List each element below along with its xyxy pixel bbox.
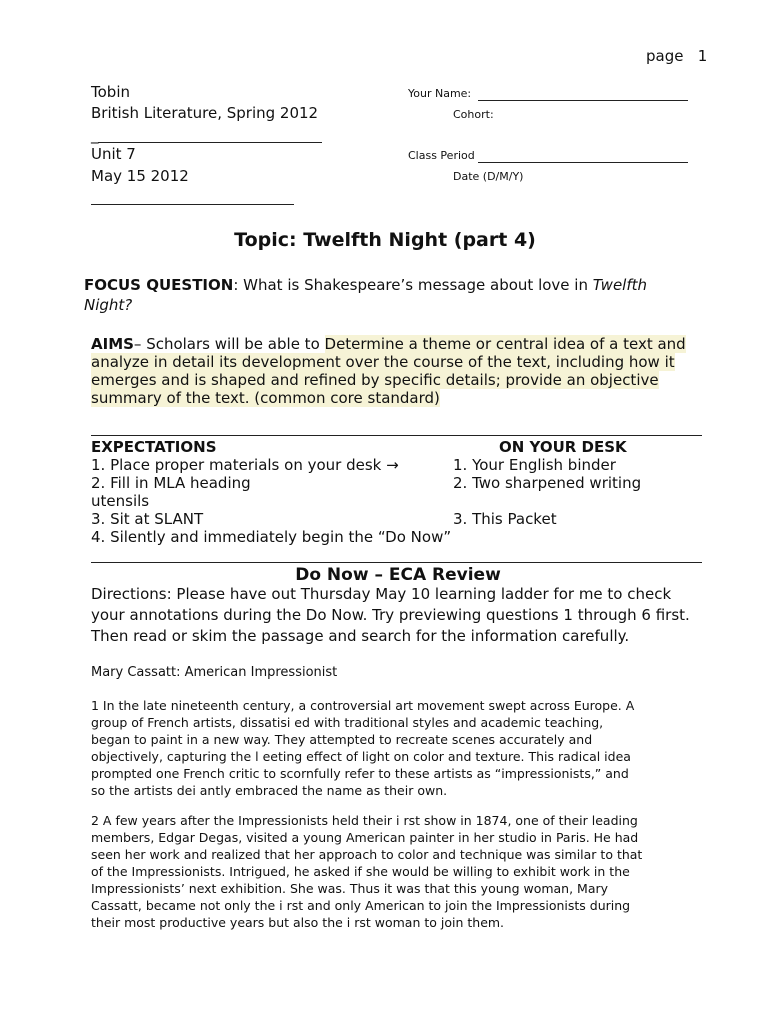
page-number xyxy=(646,47,707,65)
passage-line: Impressionists’ next exhibition. She was. Thus it was that this young woman, Mary xyxy=(91,881,609,896)
aims-standard-3: emerges and is shaped and refined by specific details; provide an objective xyxy=(91,371,659,389)
your-name-field[interactable] xyxy=(478,100,688,101)
date-underline xyxy=(91,204,294,205)
aims-line-4 xyxy=(91,389,440,407)
passage-line: their most productive years but also the i rst woman to join them. xyxy=(91,915,505,930)
class-period-label: Class Period xyxy=(408,149,475,162)
cohort-label: Cohort: xyxy=(453,108,494,121)
directions-line-2: your annotations during the Do Now. Try previewing questions 1 through 6 first. xyxy=(91,606,690,624)
focus-title-line1: Twelfth xyxy=(592,276,648,294)
desk-item: 1. Your English binder xyxy=(453,456,616,474)
page-number-value: 1 xyxy=(697,47,708,65)
passage-line: seen her work and realized that her approach to color and technique was similar to that xyxy=(91,847,643,862)
aims-label: AIMS xyxy=(91,335,134,353)
passage-line: prompted one French critic to scornfully refer to these artists as “impressionists,” and xyxy=(91,766,629,781)
expectation-item: 1. Place proper materials on your desk → xyxy=(91,456,399,474)
page-label: page xyxy=(646,47,684,65)
passage-line: so the artists dei antly embraced the name as their own. xyxy=(91,783,448,798)
passage-line: 2 A few years after the Impressionists held their i rst show in 1874, one of their leading xyxy=(91,813,638,828)
section-divider-bottom xyxy=(91,562,702,563)
class-period-field[interactable] xyxy=(478,162,688,163)
desk-item: 2. Two sharpened writing xyxy=(453,474,642,492)
aims-intro: – Scholars will be able to xyxy=(133,335,325,353)
passage-line: 1 In the late nineteenth century, a controversial art movement swept across Europe. A xyxy=(91,698,635,713)
passage-line: Cassatt, became not only the i rst and only American to join the Impressionists during xyxy=(91,898,631,913)
your-name-label: Your Name: xyxy=(408,87,472,100)
directions-line-1: Directions: Please have out Thursday May 10 learning ladder for me to check xyxy=(91,585,672,603)
lesson-date: May 15 2012 xyxy=(91,167,189,185)
passage-line: group of French artists, dissatisi ed with traditional styles and academic teaching, xyxy=(91,715,604,730)
expectation-item: 3. Sit at SLANT xyxy=(91,510,204,528)
expectation-item: utensils xyxy=(91,492,150,510)
expectation-item: 4. Silently and immediately begin the “Do Now” xyxy=(91,528,452,546)
aims-standard-4: summary of the text. (common core standard) xyxy=(91,389,440,407)
aims-line-3 xyxy=(91,371,659,389)
course-name: British Literature, Spring 2012 xyxy=(91,104,319,122)
passage-line: objectively, capturing the l eeting effect of light on color and texture. This radical idea xyxy=(91,749,631,764)
expectations-heading: EXPECTATIONS xyxy=(91,438,217,456)
focus-title-line2: Night? xyxy=(84,296,133,314)
topic-title: Topic: Twelfth Night (part 4) xyxy=(234,229,536,251)
focus-question xyxy=(84,276,647,294)
desk-heading: ON YOUR DESK xyxy=(499,438,627,456)
course-underline xyxy=(98,142,322,143)
aims-line-1 xyxy=(91,335,686,353)
passage-line: began to paint in a new way. They attempted to recreate scenes accurately and xyxy=(91,732,593,747)
section-divider-top xyxy=(91,435,702,436)
aims-standard-2: analyze in detail its development over the course of the text, including how it xyxy=(91,353,675,371)
passage-paragraph-2 xyxy=(91,812,703,931)
passage-line: of the Impressionists. Intrigued, he asked if she would be willing to exhibit work in the xyxy=(91,864,630,879)
do-now-title: Do Now – ECA Review xyxy=(295,565,501,585)
date-format-label: Date (D/M/Y) xyxy=(453,170,524,183)
expectation-item: 2. Fill in MLA heading xyxy=(91,474,251,492)
unit-label: Unit 7 xyxy=(91,145,136,163)
passage-title: Mary Cassatt: American Impressionist xyxy=(91,665,338,680)
focus-label: FOCUS QUESTION xyxy=(84,276,234,294)
focus-question-line2 xyxy=(84,296,132,314)
desk-item: 3. This Packet xyxy=(453,510,557,528)
teacher-name: Tobin xyxy=(91,83,130,101)
passage-paragraph-1 xyxy=(91,697,703,799)
aims-standard-1: Determine a theme or central idea of a text and xyxy=(324,335,686,353)
aims-line-2 xyxy=(91,353,675,371)
directions-line-3: Then read or skim the passage and search for the information carefully. xyxy=(91,627,630,645)
focus-text: : What is Shakespeare’s message about love in xyxy=(233,276,593,294)
passage-line: members, Edgar Degas, visited a young American painter in her studio in Paris. He had xyxy=(91,830,639,845)
course-underline-mark: _ xyxy=(91,126,99,144)
